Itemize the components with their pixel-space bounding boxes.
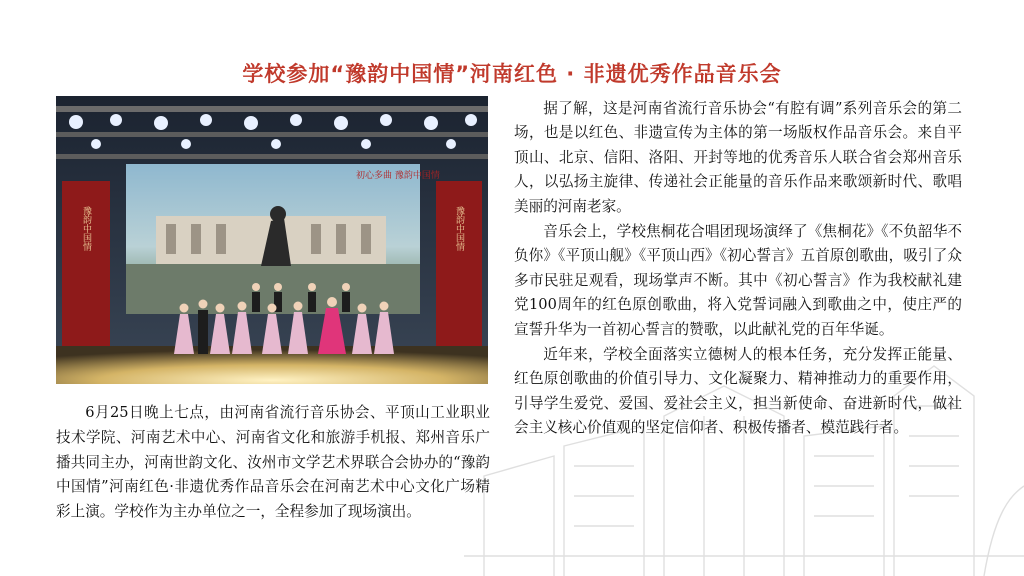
right-banner-text: 豫韵中国情 xyxy=(454,206,464,251)
screen-caption: 初心多曲 豫韵中国情 xyxy=(356,171,440,181)
left-banner-text: 豫韵中国情 xyxy=(81,206,91,251)
stage-illustration xyxy=(56,96,488,384)
article-body xyxy=(514,97,962,441)
body-paragraph-2: 音乐会上，学校焦桐花合唱团现场演绎了《焦桐花》《不负韶华不负你》《平顶山舰》《平顶山西》《初心誓言》五首原创歌曲，吸引了众多市民驻足观看，现场掌声不断。其中《初心誓言》作为我校献礼建党100周年的红色原创歌曲，将入党誓词融入到歌曲之中，使庄严的宣誓升华为一首初心誓言的赞歌，以此献礼党的百年华诞。 xyxy=(514,223,962,338)
body-paragraph-3: 近年来，学校全面落实立德树人的根本任务，充分发挥正能量、红色原创歌曲的价值引导力、文化凝聚力、精神推动力的重要作用，引导学生爱党、爱国、爱社会主义，担当新使命、奋进新时代，做社会主义核心价值观的坚定信仰者、积极传播者、模范践行者。 xyxy=(514,346,962,437)
intro-paragraph: 6月25日晚上七点，由河南省流行音乐协会、平顶山工业职业技术学院、河南艺术中心、河南省文化和旅游手机报、郑州音乐广播共同主办，河南世韵文化、汝州市文学艺术界联合会协办的“豫韵中国情”河南红色·非遗优秀作品音乐会在河南艺术中心文化广场精彩上演。学校作为主办单位之一，全程参加了现场演出。 xyxy=(56,404,490,521)
page-title: 学校参加“豫韵中国情”河南红色 · 非遗优秀作品音乐会 xyxy=(242,62,782,87)
body-paragraph-1: 据了解，这是河南省流行音乐协会“有腔有调”系列音乐会的第二场，也是以红色、非遗宣传为主体的第一场版权作品音乐会。来自平顶山、北京、信阳、洛阳、开封等地的优秀音乐人联合省会郑州音乐人，以弘扬主旋律、传递社会正能量的音乐作品来歌颂新时代、歌唱美丽的河南老家。 xyxy=(514,100,962,215)
concert-photo xyxy=(56,96,488,384)
